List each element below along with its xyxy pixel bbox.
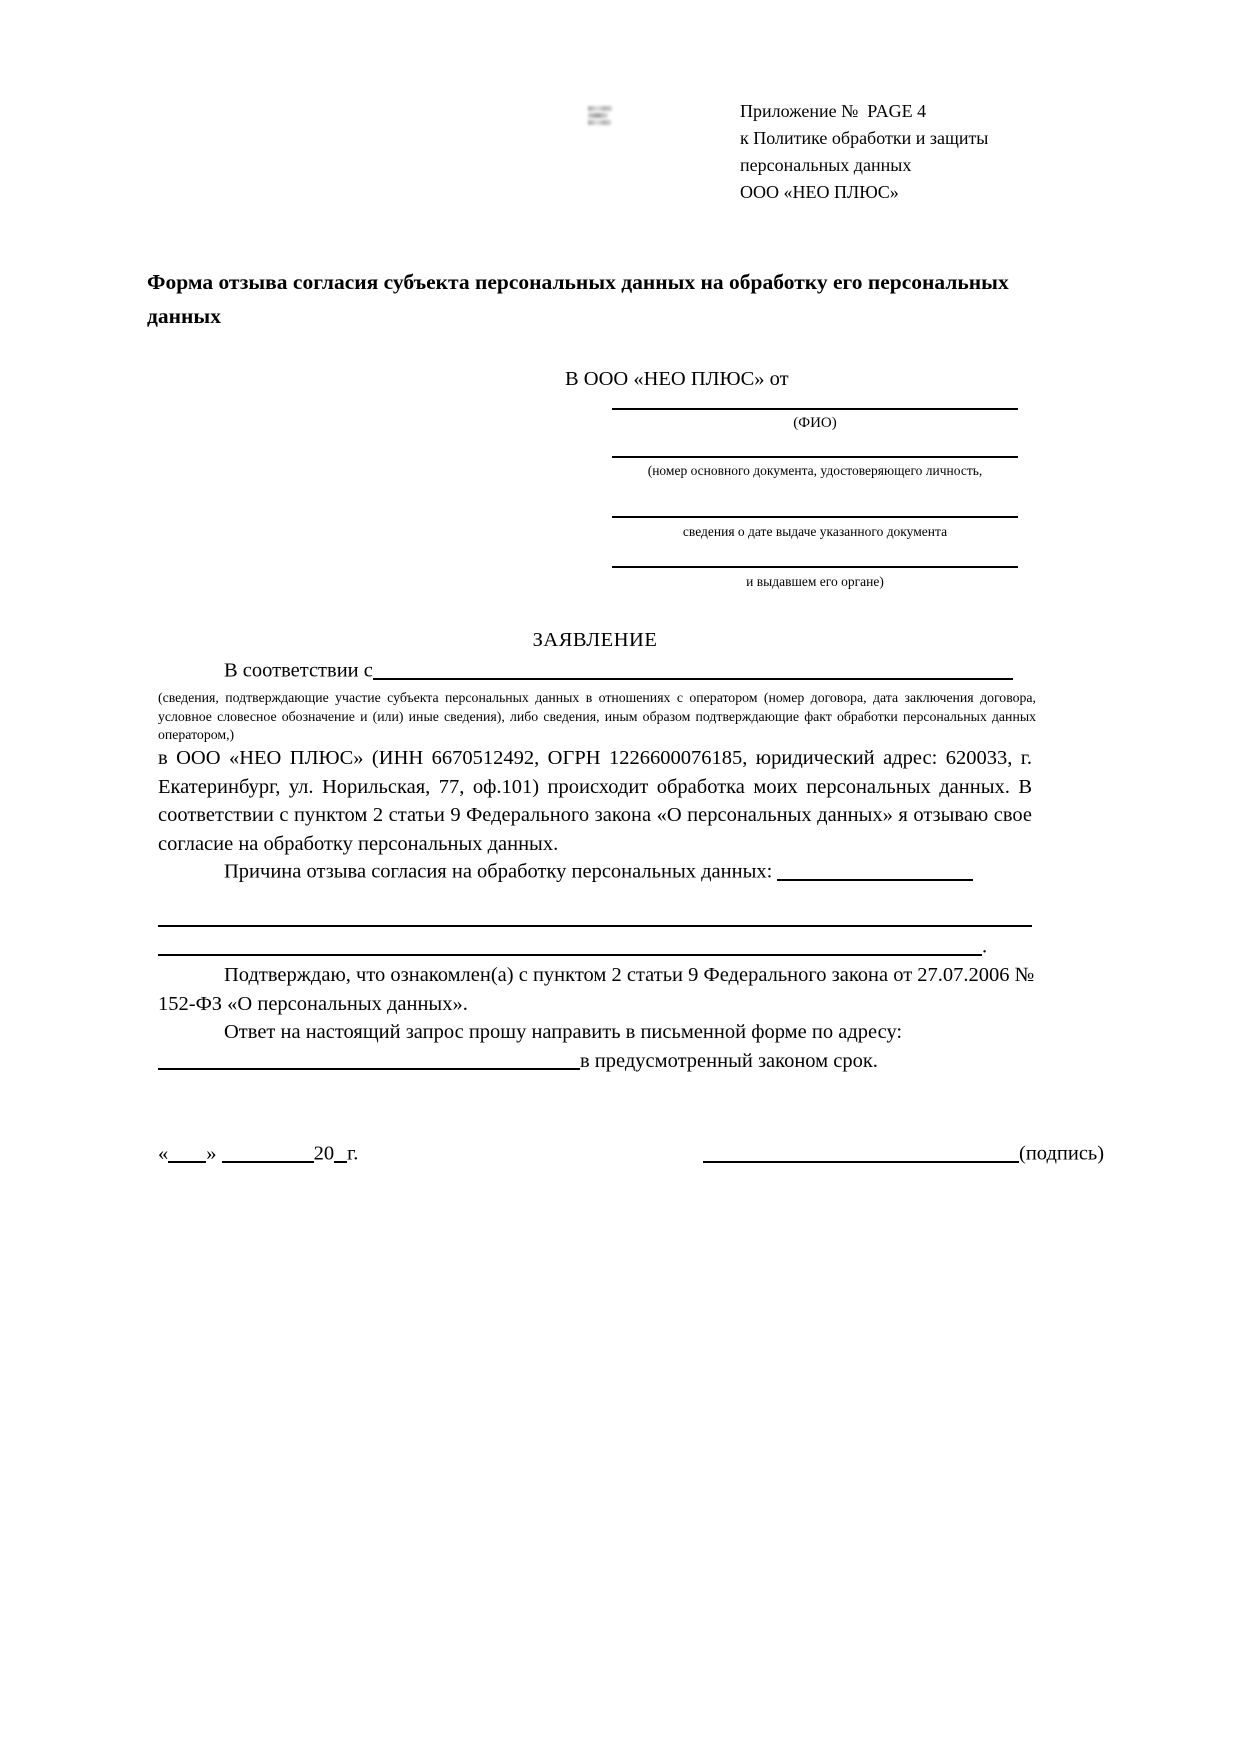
document-number-caption: (номер основного документа, удостоверяющего личность, bbox=[647, 463, 983, 478]
addressee-line: В ООО «НЕО ПЛЮС» от bbox=[565, 368, 789, 390]
year-blank bbox=[334, 1140, 347, 1163]
reply-request-text: Ответ на настоящий запрос прошу направить в письменной форме по адресу: bbox=[224, 1021, 903, 1043]
signature-area bbox=[703, 1140, 1104, 1166]
date-quote-close: » bbox=[206, 1142, 217, 1165]
date-line bbox=[158, 1140, 358, 1166]
appendix-header bbox=[740, 98, 988, 206]
day-blank bbox=[168, 1140, 206, 1163]
reason-period: . bbox=[982, 935, 988, 958]
according-prefix: В соответствии с bbox=[224, 659, 373, 682]
according-blank-line bbox=[373, 657, 1013, 680]
appendix-line-4: ООО «НЕО ПЛЮС» bbox=[740, 182, 899, 202]
reason-line bbox=[158, 858, 1038, 884]
appendix-line-3: персональных данных bbox=[740, 155, 912, 175]
issue-date-caption: сведения о дате выдаче указанного документа bbox=[682, 524, 948, 539]
fio-caption: (ФИО) bbox=[793, 415, 837, 431]
issuing-authority-caption: и выдавшем его органе) bbox=[746, 574, 884, 589]
reason-continuation-line-2 bbox=[158, 933, 987, 959]
statement-body: в ООО «НЕО ПЛЮС» (ИНН 6670512492, ОГРН 1226600076185, юридический адрес: 620033, г. Екатеринбург, ул. Норильская, 77, оф.101) происходит обработка моих персональных данных. В соответствии с пунктом 2 статьи 9 Федерального закона «О персональных данных» я отзываю свое согласие на обработку персональных данных. bbox=[158, 747, 1032, 855]
reason-blank-line bbox=[777, 858, 973, 881]
reason-label: Причина отзыва согласия на обработку персональных данных: bbox=[224, 860, 773, 883]
fine-print-note: (сведения, подтверждающие участие субъекта персональных данных в отношениях с оператором (номер договора, дата заключения договора, условное словесное обозначение и (или) иные сведения), либо сведения, иным образом подтверждающие факт обработки персональных данных оператором,) bbox=[158, 690, 1036, 743]
statement-heading: ЗАЯВЛЕНИЕ bbox=[532, 629, 658, 651]
reply-paragraph bbox=[158, 1018, 1044, 1076]
signature-caption: (подпись) bbox=[1019, 1142, 1105, 1165]
issuing-authority-blank-line bbox=[612, 566, 1018, 568]
confirmation-paragraph: Подтверждаю, что ознакомлен(а) с пунктом 2 статьи 9 Федерального закона от 27.07.2006 № 152-ФЗ «О персональных данных». bbox=[158, 964, 1035, 1015]
according-line bbox=[158, 657, 1032, 683]
address-blank-line bbox=[158, 1048, 580, 1071]
reply-suffix-text: в предусмотренный законом срок. bbox=[580, 1050, 878, 1072]
reason-continuation-line-1 bbox=[158, 925, 1032, 927]
fio-blank-line bbox=[612, 408, 1018, 410]
appendix-line-2: к Политике обработки и защиты bbox=[740, 128, 989, 148]
signature-blank-line bbox=[703, 1140, 1019, 1163]
document-number-blank-line bbox=[612, 456, 1018, 458]
appendix-line-1: Приложение № PAGE 4 bbox=[740, 101, 927, 121]
issue-date-blank-line bbox=[612, 516, 1018, 518]
blurred-field-mark-icon bbox=[588, 106, 612, 130]
date-quote-open: « bbox=[158, 1142, 169, 1165]
document-title: Форма отзыва согласия субъекта персональных данных на обработку его персональных данных bbox=[147, 270, 1009, 328]
month-blank bbox=[222, 1140, 314, 1163]
year-suffix: г. bbox=[347, 1142, 359, 1165]
year-prefix: 20 bbox=[313, 1142, 335, 1165]
reason-blank-line-2 bbox=[158, 933, 982, 956]
